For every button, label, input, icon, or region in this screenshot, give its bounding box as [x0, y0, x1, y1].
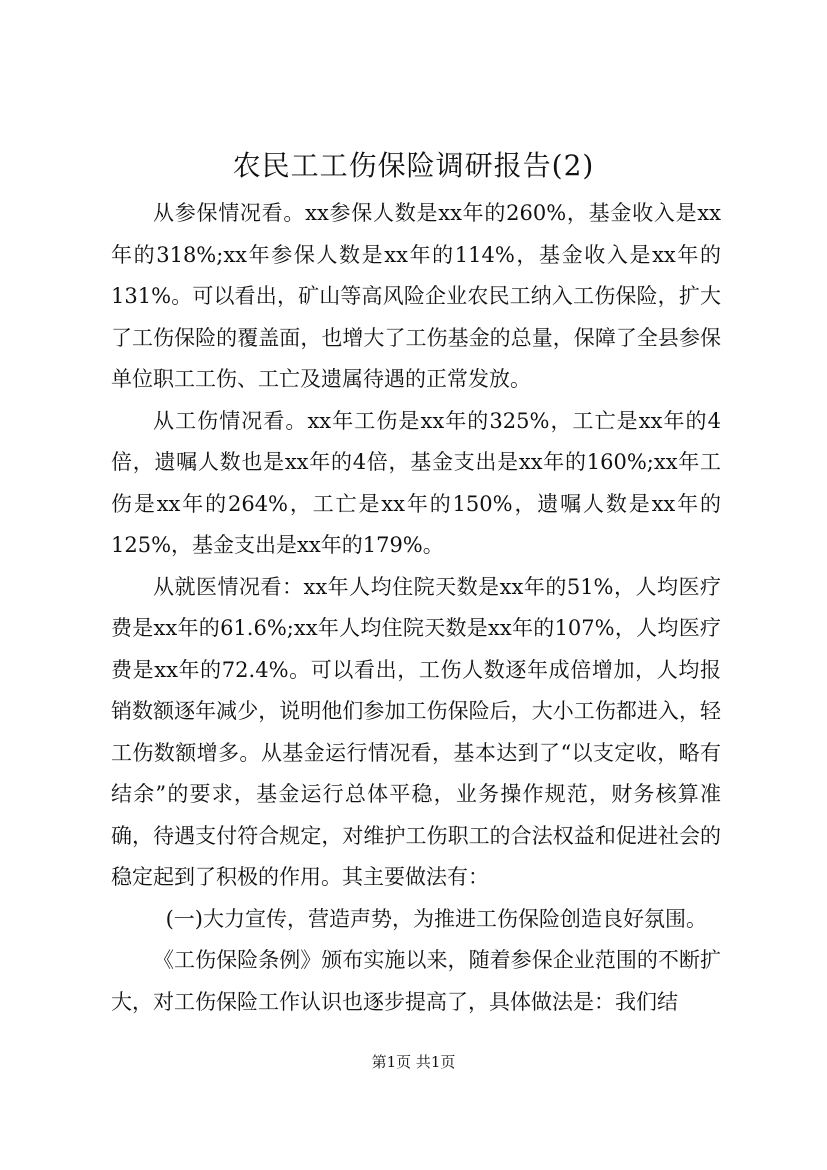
paragraph-medical: 从就医情况看：xx年人均住院天数是xx年的51%，人均医疗费是xx年的61.6%;xx年人均住院天数是xx年的107%，人均医疗费是xx年的72.4%。可以看出，工伤人数逐年成倍增加，人均报销数额逐年减少，说明他们参加工伤保险后，大小工伤都进入，轻工伤数额增多。从基金运行情况看，基本达到了“以支定收，略有结余”的要求，基金运行总体平稳，业务操作规范，财务核算准确，待遇支付符合规定，对维护工伤职工的合法权益和促进社会的稳定起到了积极的作用。其主要做法有： — [111, 574, 721, 889]
paragraph-enrollment: 从参保情况看。xx参保人数是xx年的260%，基金收入是xx年的318%;xx年参保人数是xx年的114%，基金收入是xx年的131%。可以看出，矿山等高风险企业农民工纳入工伤保险，扩大了工伤保险的覆盖面，也增大了工伤基金的总量，保障了全县参保单位职工工伤、工亡及遗属待遇的正常发放。 — [111, 201, 721, 391]
document-title: 农民工工伤保险调研报告(2) — [232, 149, 595, 182]
document-body — [111, 193, 721, 1023]
paragraph-regulation: 《工伤保险条例》颁布实施以来，随着参保企业范围的不断扩大，对工伤保险工作认识也逐步提高了，具体做法是：我们结 — [111, 948, 721, 1014]
page-footer: 第1页 共1页 — [371, 1053, 456, 1071]
section-heading-publicity: (一)大力宣传，营造声势，为推进工伤保险创造良好氛围。 — [165, 906, 707, 931]
paragraph-injury: 从工伤情况看。xx年工伤是xx年的325%，工亡是xx年的4倍，遗嘱人数也是xx年的4倍，基金支出是xx年的160%;xx年工伤是xx年的264%，工亡是xx年的150%，遗嘱人数是xx年的125%，基金支出是xx年的179%。 — [111, 408, 721, 557]
